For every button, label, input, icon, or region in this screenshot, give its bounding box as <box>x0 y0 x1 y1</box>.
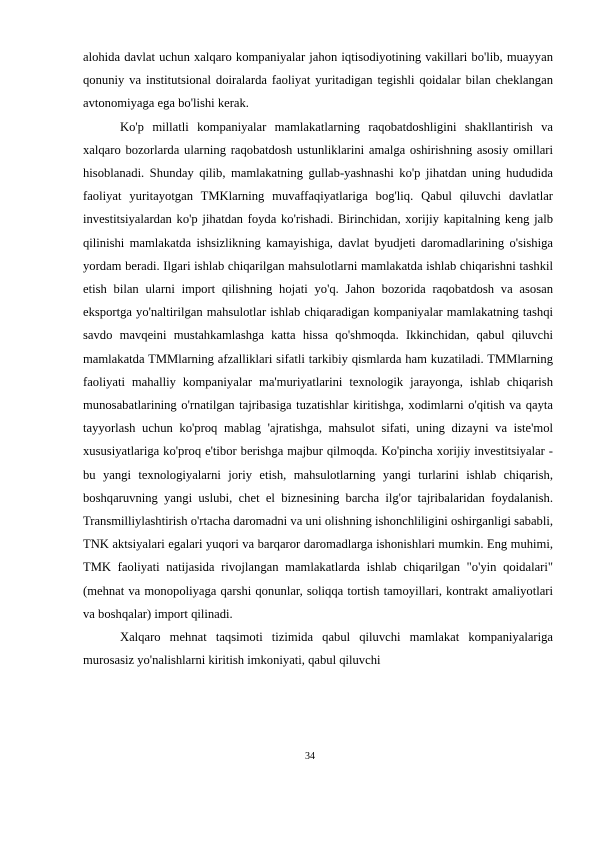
body-text <box>83 46 553 672</box>
paragraph-3: Xalqaro mehnat taqsimoti tizimida qabul qiluvchi mamlakat kompaniyalariga murosasiz yo'nalishlarni kiritish imkoniyati, qabul qiluvchi <box>83 630 553 668</box>
page-number: 34 <box>305 751 315 762</box>
paragraph-2: Ko'p millatli kompaniyalar mamlakatlarning raqobatdoshligini shakllantirish va xalqaro bozorlarda ularning raqobatdosh ustunliklarini amalga oshirishning asosiy omillari hisoblanadi. Shunday qilib, mamlakatning gullab-yashnashi ko'p jihatdan uning hududida faoliyat yuritayotgan TMKlarning muvaffaqiyatlariga bog'liq. Qabul qiluvchi davlatlar investitsiyalardan ko'p jihatdan foyda ko'rishadi. Birinchidan, xorijiy kapitalning keng jalb qilinishi mamlakatda ishsizlikning kamayishiga, davlat byudjeti daromadlarining o'sishiga yordam beradi. Ilgari ishlab chiqarilgan mahsulotlarni mamlakatda ishlab chiqarishni tashkil etish bilan ularni import qilishning hojati yo'q. Jahon bozorida raqobatdosh va asosan eksportga yo'naltirilgan mahsulotlar ishlab chiqaradigan kompaniyalar mamlakatning tashqi savdo mavqeini mustahkamlashga katta hissa qo'shmoqda. Ikkinchidan, qabul qiluvchi mamlakatda TMMlarning afzalliklari sifatli tarkibiy qismlarda ham kuzatiladi. TMMlarning faoliyati mahalliy kompaniyalar ma'muriyatlarini texnologik jarayonga, ishlab chiqarish munosabatlarining o'rnatilgan tajribasiga tuzatishlar kiritishga, xodimlarni o'qitish va qayta tayyorlash uchun ko'proq mablag 'ajratishga, mahsulot sifati, uning dizayni va iste'mol xususiyatlariga ko'proq e'tibor berishga majbur qilmoqda. Ko'pincha xorijiy investitsiyalar - bu yangi texnologiyalarni joriy etish, mahsulotlarning yangi turlarini ishlab chiqarish, boshqaruvning yangi uslubi, chet el biznesining barcha ilg'or tajribalaridan foydalanish. Transmilliylashtirish o'rtacha daromadni va uni olishning ishonchliligini oshirganligi sababli, TNK aktsiyalari egalari yuqori va barqaror daromadlarga ishonishlari mumkin. Eng muhimi, TMK faoliyati natijasida rivojlangan mamlakatlarda ishlab chiqarilgan "o'yin qoidalari" (mehnat va monopoliyaga qarshi qonunlar, soliqqa tortish tamoyillari, kontrakt amaliyotlari va boshqalar) import qilinadi. <box>83 119 553 621</box>
paragraph-1: alohida davlat uchun xalqaro kompaniyalar jahon iqtisodiyotining vakillari bo'lib, muayyan qonuniy va institutsional doiralarda faoliyat yuritadigan tegishli qoidalar bilan cheklangan avtonomiyaga ega bo'lishi kerak. <box>83 50 553 111</box>
